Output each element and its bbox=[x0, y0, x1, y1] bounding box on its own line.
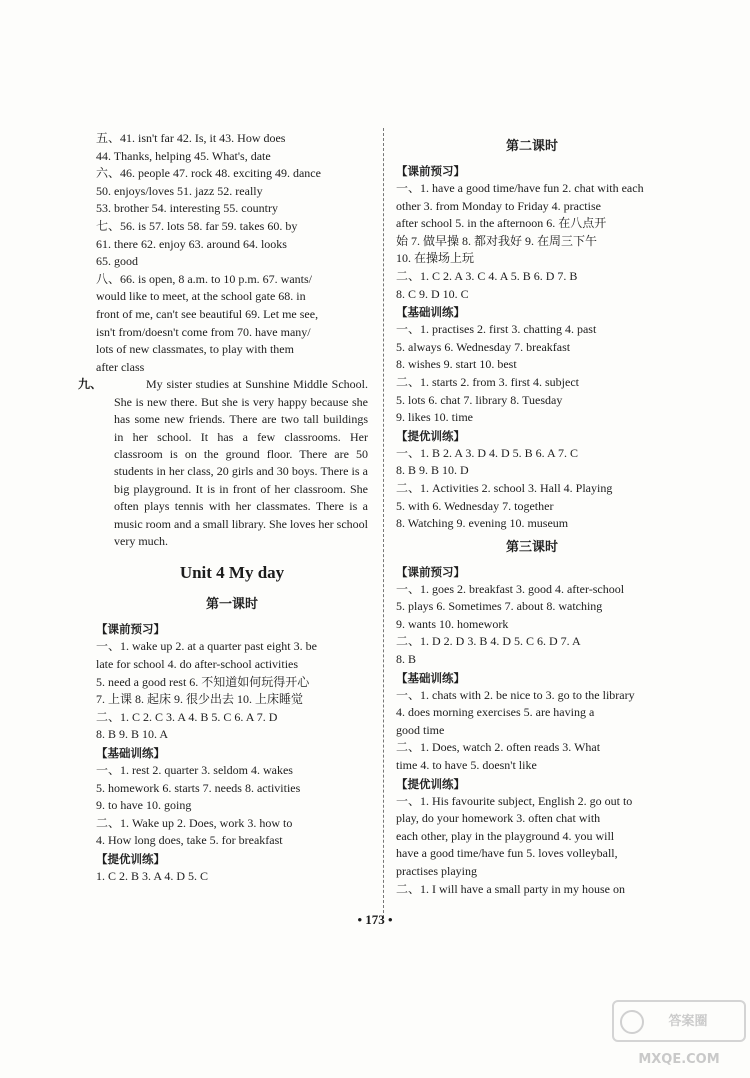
answer-line: 二、1. C 2. A 3. C 4. A 5. B 6. D 7. B bbox=[396, 268, 578, 283]
watermark-logo bbox=[612, 1000, 746, 1067]
answer-line: 二、1. Activities 2. school 3. Hall 4. Playing bbox=[396, 480, 613, 495]
answer-line: 二、1. Wake up 2. Does, work 3. how to bbox=[96, 815, 293, 830]
lesson1-basic bbox=[96, 762, 368, 850]
answer-line: 六、46. people 47. rock 48. exciting 49. dance bbox=[96, 166, 321, 181]
lesson3-preview-label: 【课前预习】 bbox=[396, 564, 465, 579]
answer-line: time 4. to have 5. doesn't like bbox=[396, 758, 537, 773]
watermark-text: 答案圈 MXQE.COM bbox=[638, 1014, 720, 1067]
answer-line: after school 5. in the afternoon 6. 在八点开 bbox=[396, 216, 607, 231]
lesson3-title: 第三课时 bbox=[505, 539, 558, 555]
answer-line: 一、1. His favourite subject, English 2. go out to bbox=[396, 793, 633, 808]
answer-line: play, do your homework 3. often chat with bbox=[396, 811, 601, 826]
answer-line: 一、1. wake up 2. at a quarter past eight 3. be bbox=[96, 639, 317, 654]
answer-line: 5. need a good rest 6. 不知道如何玩得开心 bbox=[96, 674, 310, 689]
lesson2-preview-label: 【课前预习】 bbox=[396, 164, 465, 178]
answers-unit3-section bbox=[96, 130, 368, 376]
answer-line: 61. there 62. enjoy 63. around 64. looks bbox=[96, 236, 287, 251]
answer-line: 八、66. is open, 8 a.m. to 10 p.m. 67. wants/ bbox=[96, 271, 312, 286]
essay-text: My sister studies at Sunshine Middle School. She is new there. But she is very happy because she has some new friends. There are two tall buildings in her school. It has a few classrooms. Her classroom is on the ground floor. There are 50 students in her class, 20 girls and 30 boys. There is a big playground. It is in front of her classroom. She often plays tennis with her classmates. There is a music room and a small library. She loves her school very much. bbox=[114, 377, 368, 548]
answer-line: 一、1. goes 2. breakfast 3. good 4. after-school bbox=[396, 581, 625, 596]
lesson3-advanced-label: 【提优训练】 bbox=[396, 776, 465, 791]
answer-line: 一、1. have a good time/have fun 2. chat with each bbox=[396, 181, 644, 195]
answer-line: would like to meet, at the school gate 68. in bbox=[96, 289, 306, 304]
lesson3-preview bbox=[396, 581, 668, 669]
answer-line: have a good time/have fun 5. loves volleyball, bbox=[396, 846, 618, 861]
answer-line: 二、1. starts 2. from 3. first 4. subject bbox=[396, 374, 579, 389]
answer-line: 一、1. B 2. A 3. D 4. D 5. B 6. A 7. C bbox=[396, 445, 579, 460]
lesson1-advanced-label: 【提优训练】 bbox=[96, 851, 165, 866]
lesson1-advanced bbox=[96, 868, 368, 886]
answer-line: after class bbox=[96, 359, 145, 374]
answer-line: 5. with 6. Wednesday 7. together bbox=[396, 498, 554, 513]
answer-line: 二、1. D 2. D 3. B 4. D 5. C 6. D 7. A bbox=[396, 634, 581, 649]
answer-line: 9. likes 10. time bbox=[396, 410, 473, 425]
answer-line: 5. homework 6. starts 7. needs 8. activities bbox=[96, 780, 301, 795]
answer-line: isn't from/doesn't come from 70. have many/ bbox=[96, 324, 311, 339]
answer-line: other 3. from Monday to Friday 4. practise bbox=[396, 198, 601, 213]
answer-line: 9. to have 10. going bbox=[96, 798, 192, 813]
essay-label: 九、 bbox=[78, 377, 103, 392]
answer-line: 65. good bbox=[96, 254, 138, 269]
lesson1-basic-label: 【基础训练】 bbox=[96, 745, 165, 760]
answer-line: 4. How long does, take 5. for breakfast bbox=[96, 833, 283, 848]
lesson2-advanced bbox=[396, 445, 668, 533]
answer-line: 二、1. Does, watch 2. often reads 3. What bbox=[396, 740, 601, 755]
answer-line: 始 7. 做早操 8. 都对我好 9. 在周三下午 bbox=[396, 233, 598, 248]
lesson1-preview-label: 【课前预习】 bbox=[96, 622, 165, 637]
answer-line: 44. Thanks, helping 45. What's, date bbox=[96, 148, 271, 163]
answer-line: late for school 4. do after-school activities bbox=[96, 656, 299, 671]
lesson2-basic bbox=[396, 321, 668, 427]
right-column bbox=[396, 130, 668, 898]
lesson1-preview bbox=[96, 638, 368, 744]
answer-line: 二、1. I will have a small party in my house on bbox=[396, 881, 625, 896]
answer-line: practises playing bbox=[396, 864, 477, 878]
answer-line: 8. Watching 9. evening 10. museum bbox=[396, 516, 569, 531]
answer-line: 9. wants 10. homework bbox=[396, 616, 509, 631]
answer-line: 8. B 9. B 10. D bbox=[396, 463, 469, 478]
answer-line: 1. C 2. B 3. A 4. D 5. C bbox=[96, 868, 209, 883]
answer-line: 一、1. chats with 2. be nice to 3. go to the library bbox=[396, 687, 635, 702]
page-number: • 173 • bbox=[357, 912, 393, 927]
lesson2-preview bbox=[396, 180, 668, 303]
lesson1-title: 第一课时 bbox=[205, 597, 258, 613]
lesson2-basic-label: 【基础训练】 bbox=[396, 305, 465, 320]
answer-line: 七、56. is 57. lots 58. far 59. takes 60. by bbox=[96, 218, 298, 233]
answer-line: front of me, can't see beautiful 69. Let me see, bbox=[96, 306, 319, 321]
answer-line: 8. B bbox=[396, 652, 417, 667]
answer-line: 5. always 6. Wednesday 7. breakfast bbox=[396, 339, 571, 354]
answer-line: 4. does morning exercises 5. are having a bbox=[396, 705, 595, 720]
answer-line: 5. plays 6. Sometimes 7. about 8. watching bbox=[396, 599, 603, 614]
lesson3-basic-label: 【基础训练】 bbox=[396, 670, 465, 685]
answer-line: 53. brother 54. interesting 55. country bbox=[96, 201, 278, 216]
lesson3-advanced bbox=[396, 793, 668, 899]
answer-line: each other, play in the playground 4. you will bbox=[396, 828, 615, 843]
answer-line: 8. B 9. B 10. A bbox=[96, 727, 169, 742]
answer-line: 五、41. isn't far 42. Is, it 43. How does bbox=[96, 131, 286, 145]
answer-line: good time bbox=[396, 722, 445, 737]
unit-title: Unit 4 My day bbox=[179, 563, 285, 583]
answer-line: 7. 上课 8. 起床 9. 很少出去 10. 上床睡觉 bbox=[96, 692, 304, 707]
answer-line: 5. lots 6. chat 7. library 8. Tuesday bbox=[396, 392, 563, 407]
lesson2-advanced-label: 【提优训练】 bbox=[396, 428, 465, 443]
answer-line: 二、1. C 2. C 3. A 4. B 5. C 6. A 7. D bbox=[96, 709, 278, 724]
answer-line: 50. enjoys/loves 51. jazz 52. really bbox=[96, 183, 263, 198]
left-column bbox=[78, 130, 368, 886]
answer-line: 一、1. rest 2. quarter 3. seldom 4. wakes bbox=[96, 762, 293, 777]
essay-block bbox=[78, 376, 368, 550]
column-divider bbox=[383, 128, 384, 918]
answer-line: lots of new classmates, to play with them bbox=[96, 342, 294, 357]
lesson2-title: 第二课时 bbox=[505, 139, 558, 154]
answer-line: 8. C 9. D 10. C bbox=[396, 286, 469, 301]
answer-line: 10. 在操场上玩 bbox=[396, 251, 475, 266]
watermark-icon bbox=[620, 1010, 644, 1034]
answer-line: 一、1. practises 2. first 3. chatting 4. past bbox=[396, 322, 597, 337]
answer-line: 8. wishes 9. start 10. best bbox=[396, 357, 517, 372]
lesson3-basic bbox=[396, 687, 668, 775]
